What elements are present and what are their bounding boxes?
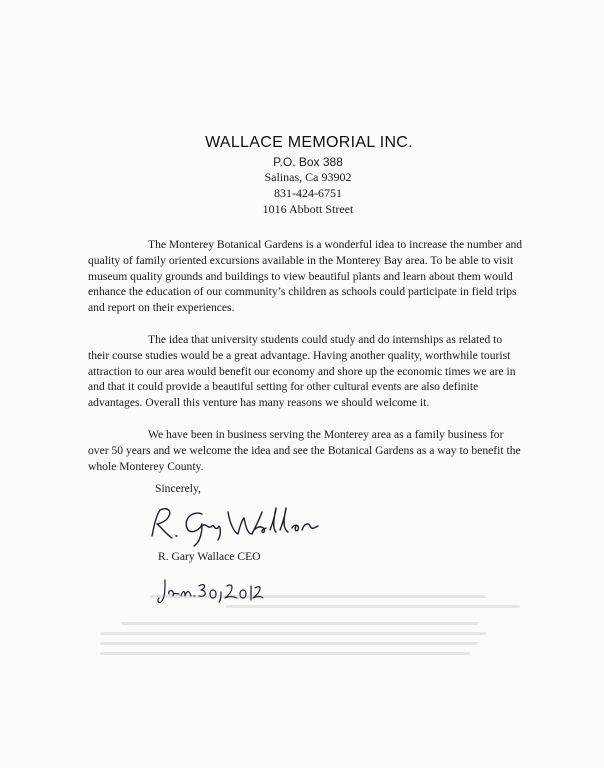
paragraph-1: The Monterey Botanical Gardens is a wonderful idea to increase the number and quality of family oriented excursions available in the Monterey Bay area. To be able to visit museum quality grounds and buildings to view beautiful plants and learn about them would enhance the education of our community’s children as schools could participate in field trips and report on their experiences. <box>88 238 523 315</box>
letter-body <box>88 237 524 490</box>
phone-line: 831-424-6751 <box>274 186 342 200</box>
paragraph-3: We have been in business serving the Monterey area as a family business for over 50 years and we welcome the idea and see the Botanical Gardens as a way to benefit the whole Monterey County. <box>88 427 521 473</box>
po-box: P.O. Box 388 <box>273 155 343 169</box>
company-name: WALLACE MEMORIAL INC. <box>205 134 413 151</box>
letterhead <box>0 134 604 217</box>
paragraph-2: The idea that university students could study and do internships as related to their course studies would be a great advantage. Having another quality, worthwhile tourist attraction to our area would benefit our economy and shore up the economic times we are in and that it could provide a beautiful setting for other cultural events are also definite advantages. Overall this venture has many reasons we should welcome it. <box>88 332 516 410</box>
closing: Sincerely, <box>155 482 201 495</box>
bleed-through-shadow <box>100 595 520 662</box>
signer-name: R. Gary Wallace CEO <box>158 550 261 563</box>
city-line: Salinas, Ca 93902 <box>264 170 352 184</box>
street-line: 1016 Abbott Street <box>262 202 354 216</box>
handwritten-signature <box>142 500 332 553</box>
